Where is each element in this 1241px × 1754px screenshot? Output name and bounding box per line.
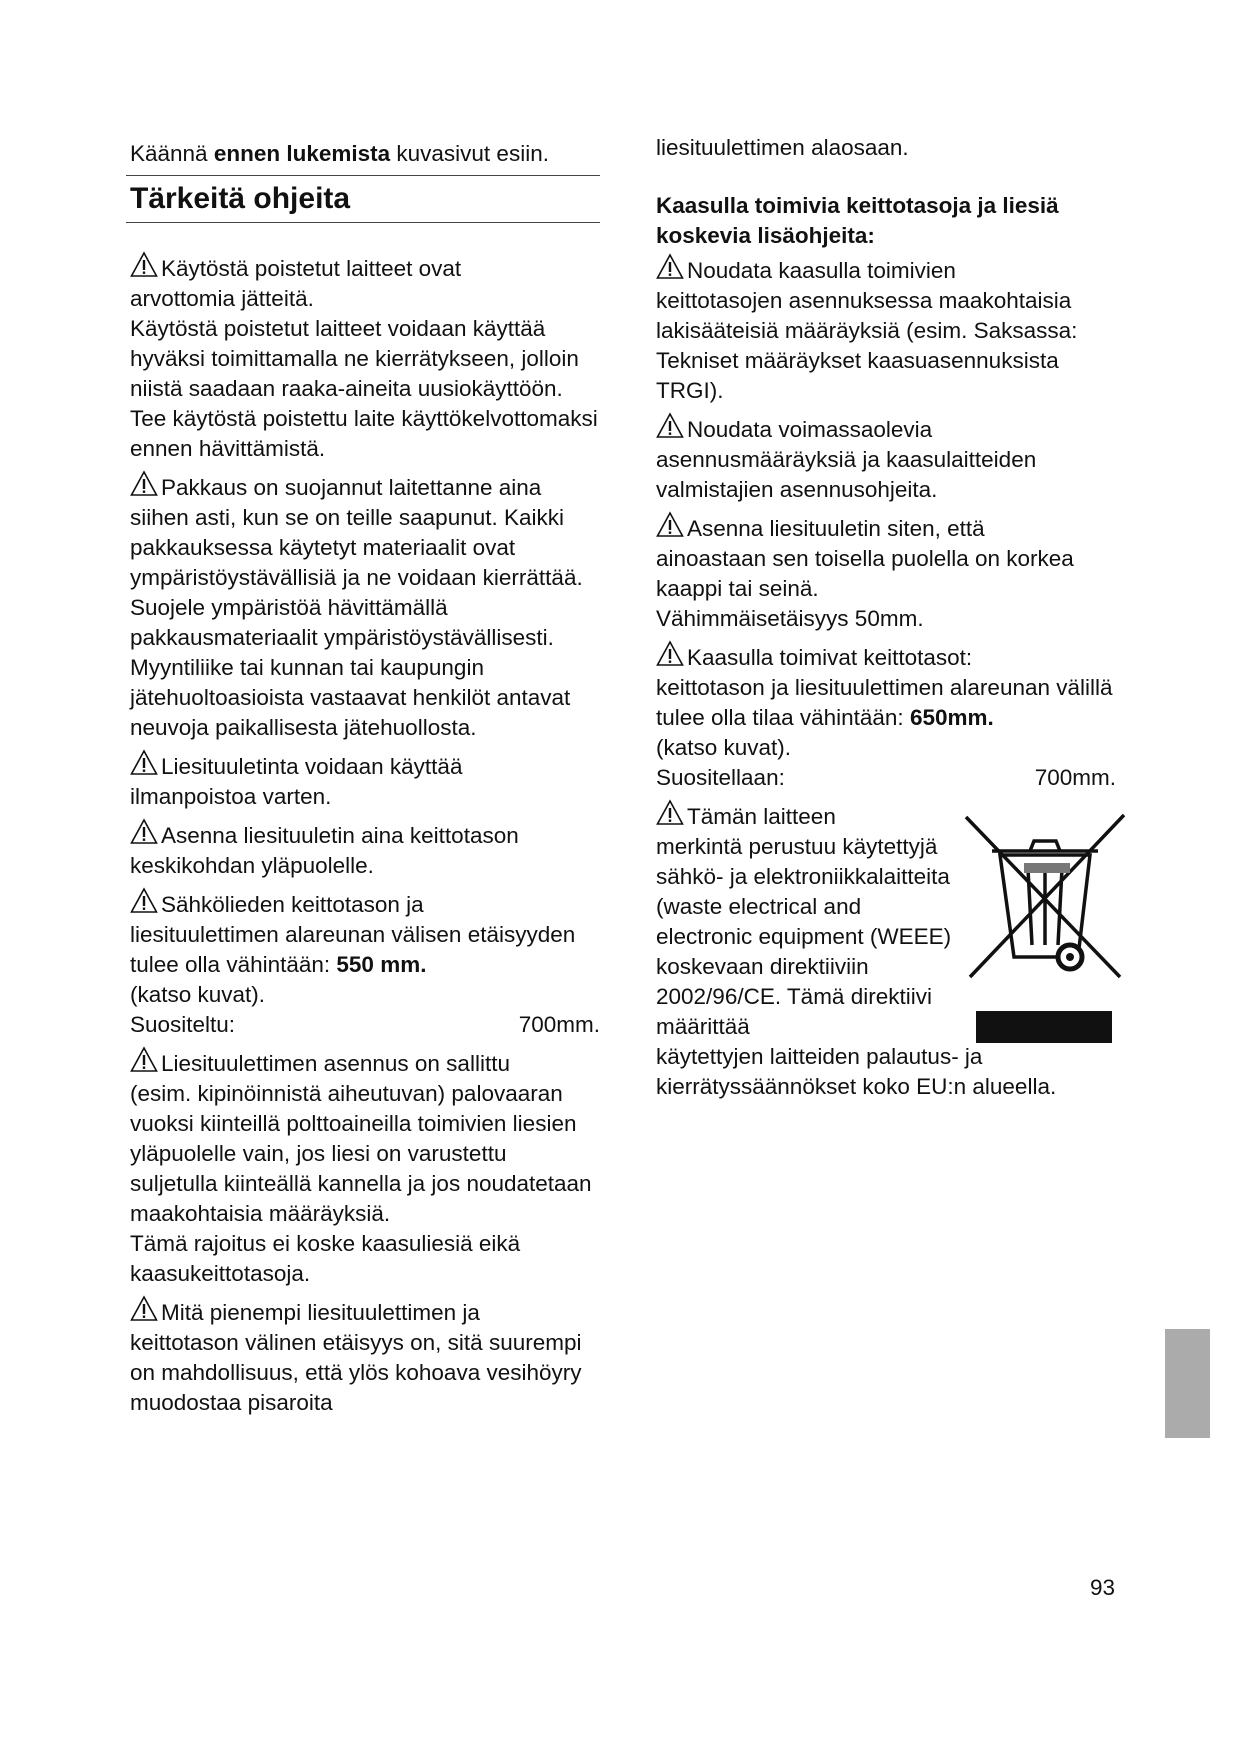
note-text: Liesituuletinta voidaan käyttää [161,754,463,779]
distance-value: 550 mm. [336,952,427,977]
note-text: Vähimmäisetäisyys 50mm. [656,606,924,631]
warning-icon [656,253,684,281]
note-text: Mitä pienempi liesituulettimen ja [161,1300,480,1325]
note-block [130,1046,600,1289]
warning-icon [130,818,158,846]
note-text: Pakkaus on suojannut laitettanne aina [161,475,542,500]
weee-text [656,799,956,1042]
warning-icon [656,412,684,440]
warning-icon [130,1295,158,1323]
warning-icon [130,470,158,498]
note-block [656,640,1116,793]
recommendation-row [130,1010,600,1040]
note-text: Asenna liesituuletin aina keittotason [161,823,519,848]
note-text: merkintä perustuu käytettyjä sähkö- ja elektroniikkalaitteita (waste electrical and electronic equipment (WEEE) koskevaan direktiiviin 2002/96/CE. Tämä direktiivi määrittää [656,834,952,1039]
recommendation-row [656,763,1116,793]
intro-text-end: kuvasivut esiin. [390,141,549,166]
intro-text: Käännä [130,141,214,166]
weee-bar [976,1011,1112,1043]
note-block [130,818,600,881]
note-text: Tämän laitteen [687,804,836,829]
note-text: (katso kuvat). [656,735,792,760]
note-block [130,470,600,743]
note-block [656,511,1116,634]
weee-note-block [656,799,1116,1102]
left-column [130,139,600,1418]
note-text: Sähkölieden keittotason ja [161,892,424,917]
warning-icon [130,887,158,915]
note-block [130,1295,600,1418]
warning-icon [130,749,158,777]
intro-bold: ennen lukemista [213,141,391,166]
note-text: asennusmääräyksiä ja kaasulaitteiden valmistajien asennusohjeita. [656,447,1037,502]
note-text: käytettyjen laitteiden palautus- ja kierrätyssäännökset koko EU:n alueella. [656,1044,1057,1099]
note-text: Noudata kaasulla toimivien [687,258,956,283]
note-text: (katso kuvat). [130,982,266,1007]
note-text [130,920,600,980]
note-text: arvottomia jätteitä. [130,286,314,311]
note-text: Kaasulla toimivat keittotasot: [687,645,973,670]
note-text: (esim. kipinöinnistä aiheutuvan) palovaaran vuoksi kiinteillä polttoaineilla toimivien liesien yläpuolelle vain, jos liesi on varustettu suljetulla kiinteällä kannella ja jos noudatetaan maakohtaisia määräyksiä. [130,1081,592,1226]
recommendation-value: 700mm. [1034,765,1116,790]
warning-icon [130,251,158,279]
intro-line [130,139,600,169]
recommendation-label: Suositeltu: [130,1012,236,1037]
note-text-part: keittotason ja liesituulettimen alareunan välillä tulee olla tilaa vähintään: [656,675,1113,730]
note-text: Noudata voimassaolevia [687,417,933,442]
note-text: Käytöstä poistetut laitteet ovat [161,256,462,281]
note-text: Asenna liesituuletin siten, että [687,516,985,541]
note-text [656,673,1116,733]
warning-icon [656,799,684,827]
note-block [130,749,600,812]
note-text-part: liesituulettimen alareunan välisen etäisyyden tulee olla vähintään: [130,922,576,977]
side-tab-marker [1165,1329,1210,1438]
continued-text: liesituulettimen alaosaan. [656,135,909,160]
section-heading: Kaasulla toimivia keittotasoja ja liesiä koskevia lisäohjeita: [656,193,1059,248]
note-block [130,251,600,464]
warning-icon [656,511,684,539]
note-text: keittotasojen asennuksessa maakohtaisia lakisääteisiä määräyksiä (esim. Saksassa: Tekniset määräykset kaasuasennuksista TRGI). [656,288,1078,403]
note-block [656,412,1116,505]
crossed-out-bin-icon [962,807,1128,983]
note-text: keittotason välinen etäisyys on, sitä suurempi on mahdollisuus, että ylös kohoava vesihöyry muodostaa pisaroita [130,1330,582,1415]
note-block [656,253,1116,406]
note-text: Käytöstä poistetut laitteet voidaan käyttää hyväksi toimittamalla ne kierrätykseen, jolloin niistä saadaan raaka-aineita uusiokäyttöön. [130,316,579,401]
page-number: 93 [1090,1575,1116,1600]
distance-value: 650mm. [909,705,994,730]
page-title: Tärkeitä ohjeita [126,175,600,223]
note-block [130,887,600,1040]
note-text: siihen asti, kun se on teille saapunut. Kaikki pakkauksessa käytetyt materiaalit ovat ympäristöystävällisiä ja ne voidaan kierrättää. Suojele ympäristöä hävittämällä pakkausmateriaalit ympäristöystävällisesti. Myyntiliike tai kunnan tai kaupungin jätehuoltoasioista vastaavat henkilöt antavat neuvoja paikallisesta jätehuollosta. [130,505,583,740]
note-text: ainoastaan sen toisella puolella on korkea kaappi tai seinä. [656,546,1074,601]
right-column [656,133,1116,1102]
note-text: Tee käytöstä poistettu laite käyttökelvottomaksi ennen hävittämistä. [130,406,598,461]
recommendation-label: Suositellaan: [656,765,785,790]
note-text: Liesituulettimen asennus on sallittu [161,1051,510,1076]
recommendation-value: 700mm. [518,1012,600,1037]
warning-icon [130,1046,158,1074]
note-text: ilmanpoistoa varten. [130,784,332,809]
note-text: Tämä rajoitus ei koske kaasuliesiä eikä kaasukeittotasoja. [130,1231,521,1286]
note-text: keskikohdan yläpuolelle. [130,853,374,878]
warning-icon [656,640,684,668]
